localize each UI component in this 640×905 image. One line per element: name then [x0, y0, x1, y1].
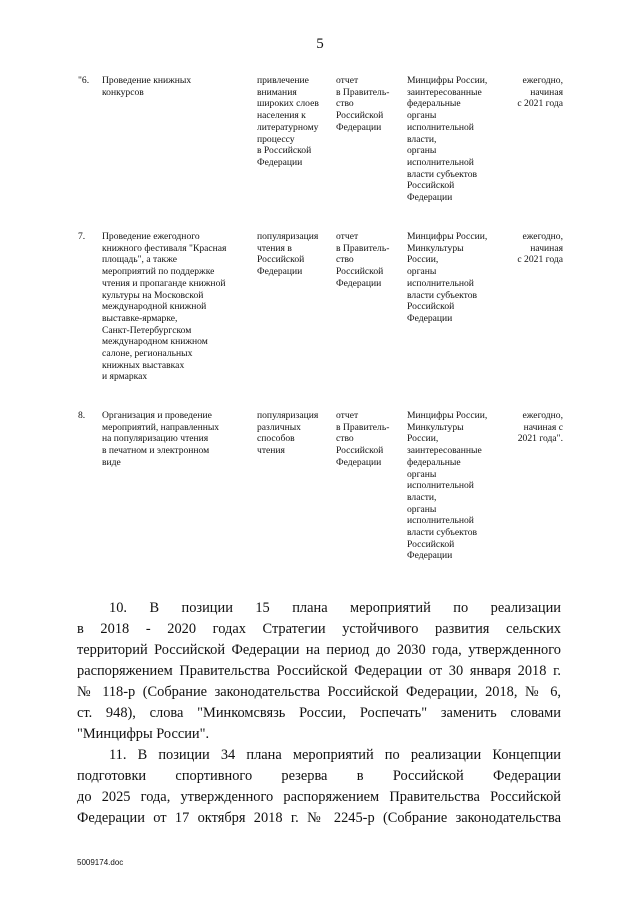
paragraph-10-line: 10. В позиции 15 плана мероприятий по реализации	[109, 600, 561, 616]
row-6-executors: Минцифры России, заинтересованные федеральные органы исполнительной власти, органы исполнительной власти субъектов Российской Федерации	[407, 75, 488, 204]
row-8-number: 8.	[78, 410, 86, 421]
paragraph-10-line: № 118-р (Собрание законодательства Российской Федерации, 2018, № 6,	[77, 684, 561, 700]
row-8-goal: популяризация различных способов чтения	[257, 410, 319, 457]
paragraph-11-line: до 2025 года, утвержденного распоряжением Правительства Российской	[77, 789, 561, 805]
row-6-report-form: отчет в Правитель- ство Российской Федерации	[336, 75, 390, 133]
paragraph-10-line: распоряжением Правительства Российской Федерации от 30 января 2018 г.	[77, 663, 561, 679]
row-8-report-form: отчет в Правитель- ство Российской Федерации	[336, 410, 390, 468]
paragraph-11-line: Федерации от 17 октября 2018 г. № 2245-р (Собрание законодательства	[77, 810, 561, 826]
paragraph-10-line: "Минцифры России".	[77, 726, 210, 742]
row-7-report-form: отчет в Правитель- ство Российской Федерации	[336, 231, 390, 289]
paragraph-10-line: ст. 948), слова "Минкомсвязь России, Роспечать" заменить словами	[77, 705, 561, 721]
paragraph-11-line: 11. В позиции 34 плана мероприятий по реализации Концепции	[109, 747, 561, 763]
row-7-event: Проведение ежегодного книжного фестиваля "Красная площадь", а также мероприятий по поддержке чтения и пропаганде книжной культуры на Московской международной книжной выставке-ярмарке, Санкт-Петербургском международном книжном салоне, региональных книжных выставках и ярмарках	[102, 231, 227, 383]
row-8-term: ежегодно, начиная с 2021 года".	[517, 410, 563, 445]
row-6-number: "6.	[78, 75, 90, 86]
row-7-number: 7.	[78, 231, 86, 242]
row-6-goal: привлечение внимания широкиx слоев населения к литературному процессу в Российской Федерации	[257, 75, 319, 168]
row-7-goal: популяризация чтения в Российской Федерации	[257, 231, 319, 278]
row-7-term: ежегодно, начиная с 2021 года	[517, 231, 563, 266]
document-footer: 5009174.doc	[77, 858, 124, 867]
paragraph-10	[77, 598, 561, 745]
row-8-executors: Минцифры России, Минкультуры России, заинтересованные федеральные органы исполнительной власти, органы исполнительной власти субъектов Российской Федерации	[407, 410, 488, 562]
row-6-event: Проведение книжных конкурсов	[102, 75, 192, 98]
row-6-term: ежегодно, начиная с 2021 года	[517, 75, 563, 110]
row-7-executors: Минцифры России, Минкультуры России, органы исполнительной власти субъектов Российской Федерации	[407, 231, 488, 324]
paragraph-10-line: в 2018 - 2020 годах Стратегии устойчивого развития сельских	[77, 621, 561, 637]
row-8-event: Организация и проведение мероприятий, направленных на популяризацию чтения в печатном и электронном виде	[102, 410, 220, 468]
page-number: 5	[316, 36, 324, 52]
paragraph-10-line: территорий Российской Федерации на период до 2030 года, утвержденного	[77, 642, 561, 658]
paragraph-11-line: подготовки спортивного резерва в Российской Федерации	[77, 768, 561, 784]
paragraph-11	[77, 745, 561, 829]
